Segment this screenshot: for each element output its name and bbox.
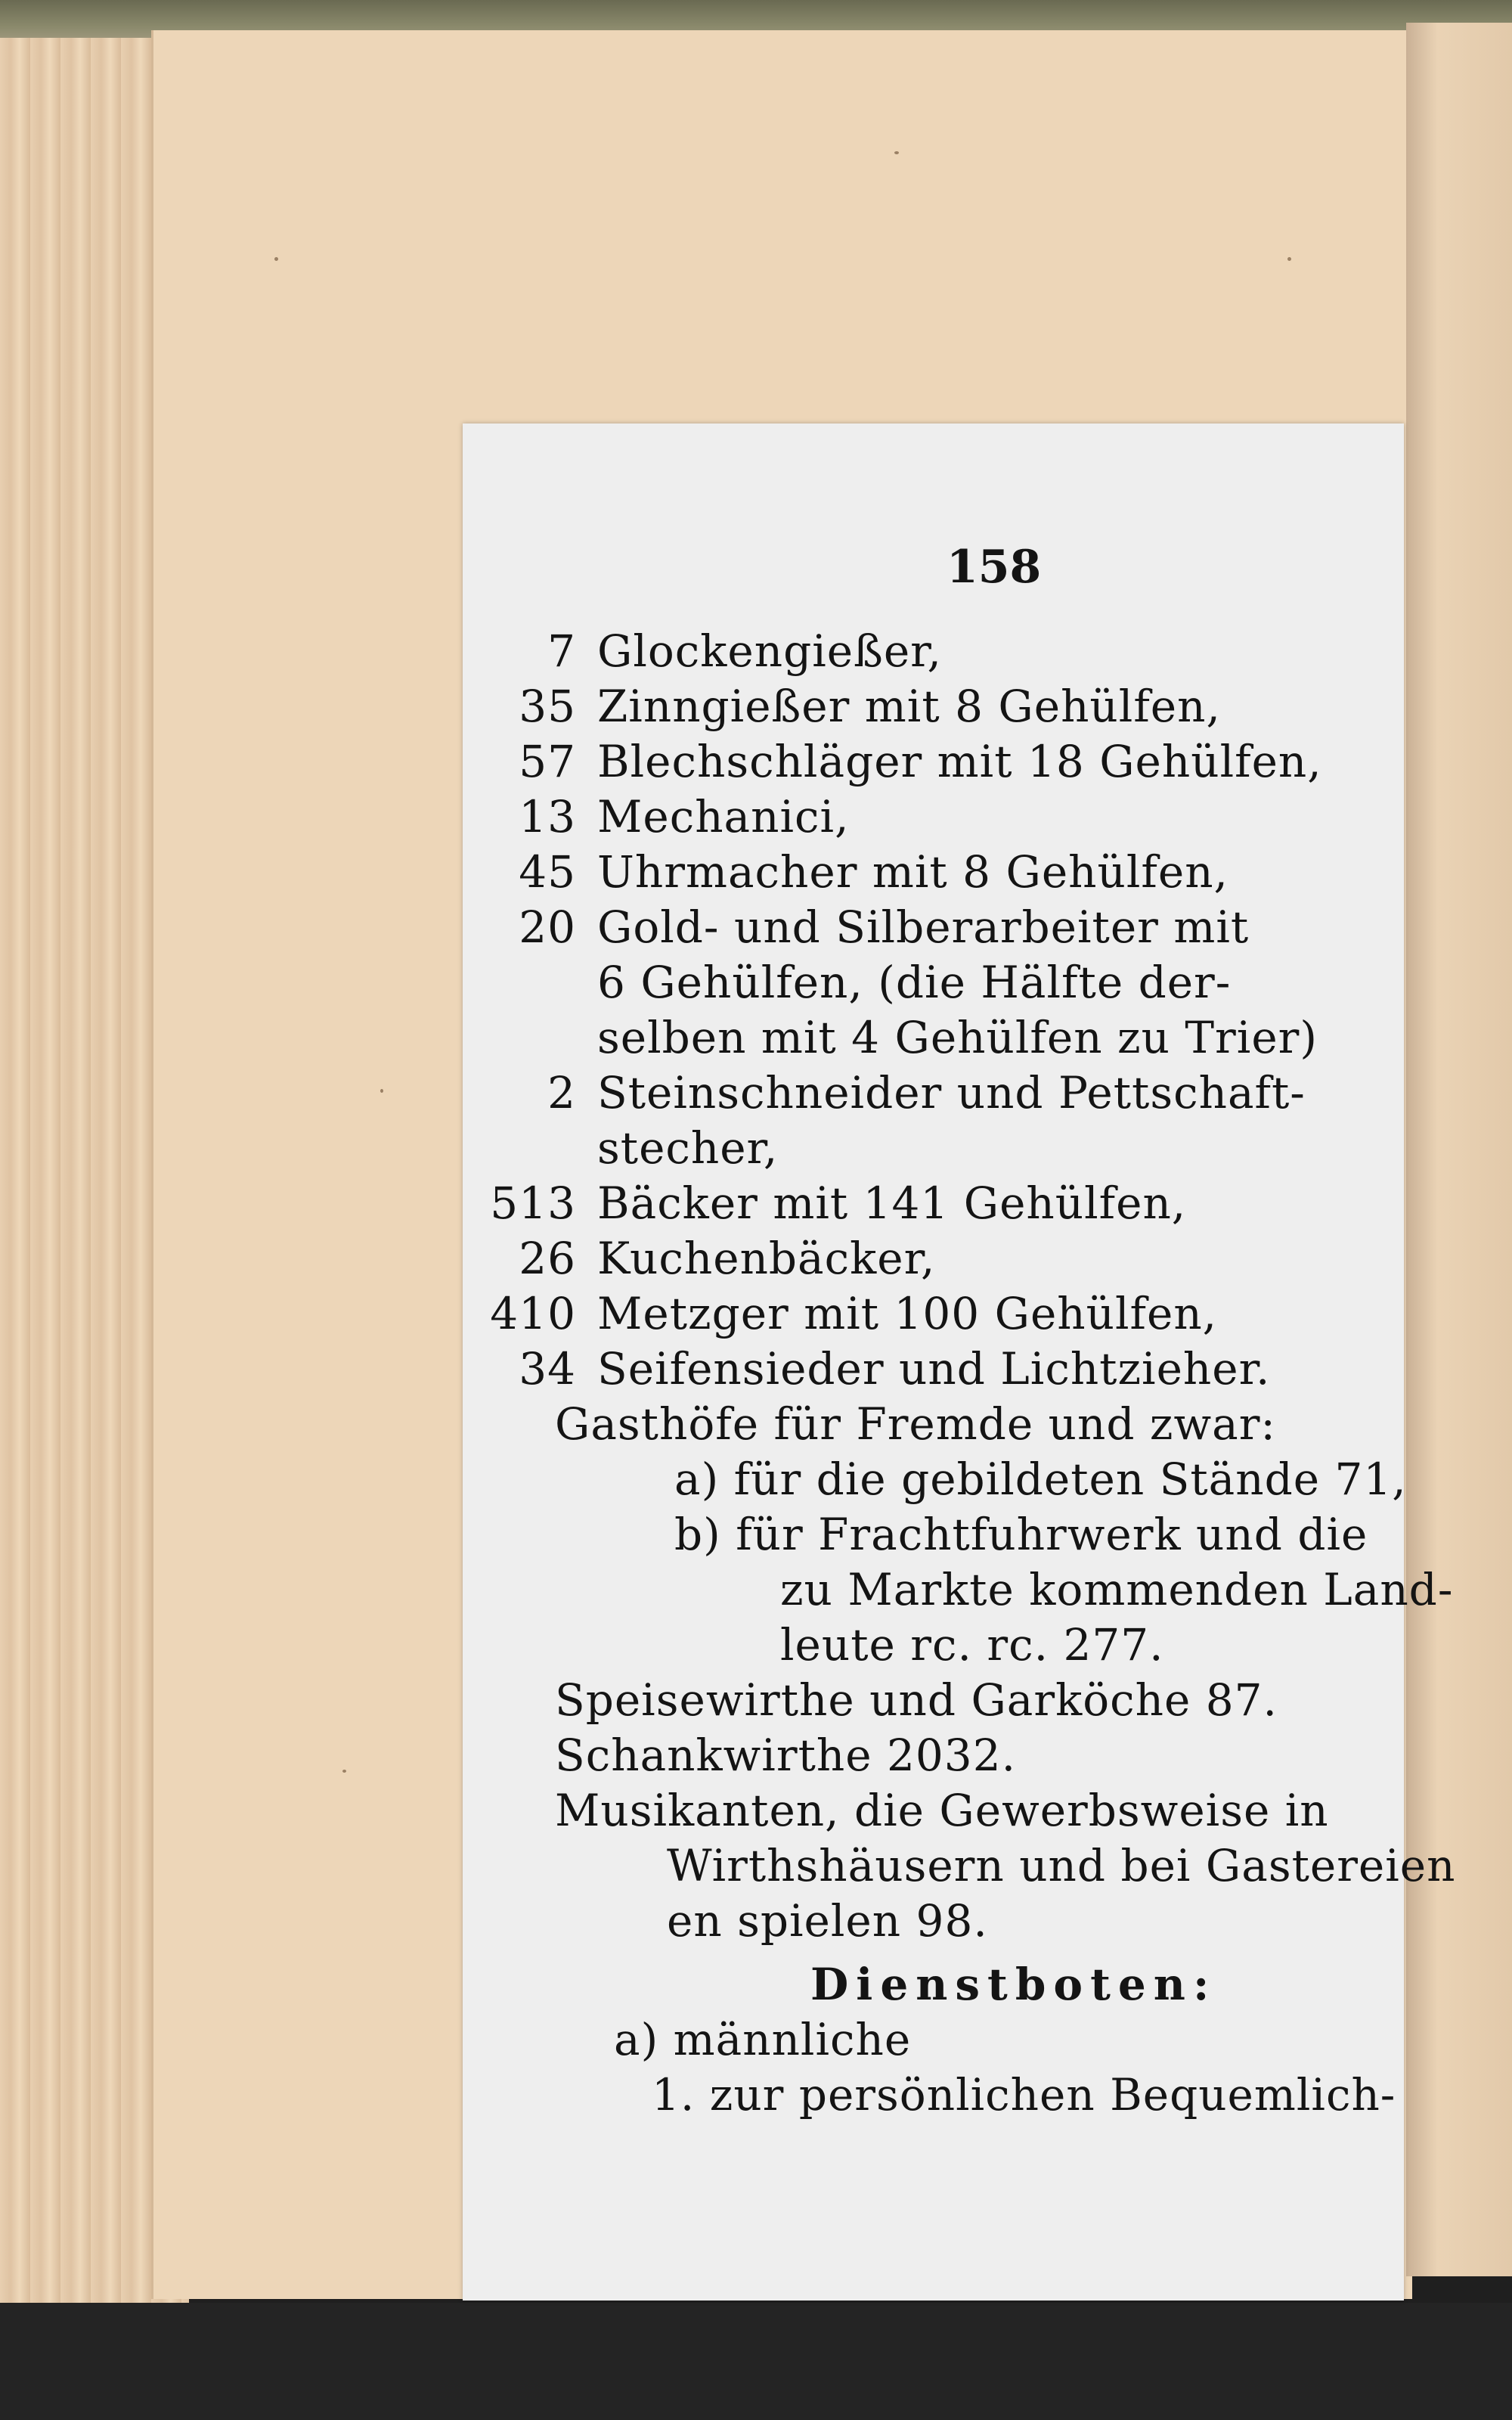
book-right-edge [1406,23,1512,2276]
entry-line: 410 Metzger mit 100 Gehülfen, [490,1288,1218,1339]
speisewirthe-line: Speisewirthe und Garköche 87. [555,1674,1278,1726]
entry-line: 26 Kuchenbäcker, [519,1233,936,1284]
entry-line: 45 Uhrmacher mit 8 Gehülfen, [519,846,1228,898]
gasthoefe-heading: Gasthöfe für Fremde und zwar: [555,1398,1276,1450]
entry-line: stecher, [597,1122,779,1174]
entry-line: 513 Bäcker mit 141 Gehülfen, [490,1177,1187,1229]
entry-line: 13 Mechanici, [519,791,850,842]
gasthoefe-item-b-cont: leute rc. rc. 277. [780,1619,1164,1671]
inserted-paper-slip [463,424,1456,2301]
entry-line: 35 Zinngießer mit 8 Gehülfen, [519,681,1221,732]
dienstboten-heading: Dienstboten: [810,1959,1217,2010]
dark-background [0,2303,1512,2420]
gasthoefe-item-b: b) für Frachtfuhrwerk und die [674,1509,1368,1560]
musikanten-line: Musikanten, die Gewerbsweise in [555,1785,1329,1836]
musikanten-line: Wirthshäusern und bei Gastereien [667,1840,1456,1891]
entry-line: 57 Blechschläger mit 18 Gehülfen, [519,736,1322,787]
maennliche-line: a) männliche [614,2014,912,2065]
entry-line: 2 Steinschneider und Pettschaft- [547,1067,1306,1118]
entry-line: selben mit 4 Gehülfen zu Trier) [597,1012,1318,1063]
entry-line: 20 Gold- und Silberarbeiter mit [519,901,1250,953]
entry-line: 7 Glockengießer, [547,625,942,677]
page-number: 158 [947,541,1042,594]
schankwirthe-line: Schankwirthe 2032. [555,1730,1017,1781]
musikanten-line: en spielen 98. [667,1895,988,1947]
bequemlichkeit-line: 1. zur persönlichen Bequemlich- [652,2069,1396,2121]
gasthoefe-item-b-cont: zu Markte kommenden Land- [780,1564,1454,1615]
gasthoefe-item-a: a) für die gebildeten Stände 71, [674,1454,1407,1505]
entry-line: 34 Seifensieder und Lichtzieher. [519,1343,1271,1395]
entry-line: 6 Gehülfen, (die Hälfte der- [597,957,1232,1008]
